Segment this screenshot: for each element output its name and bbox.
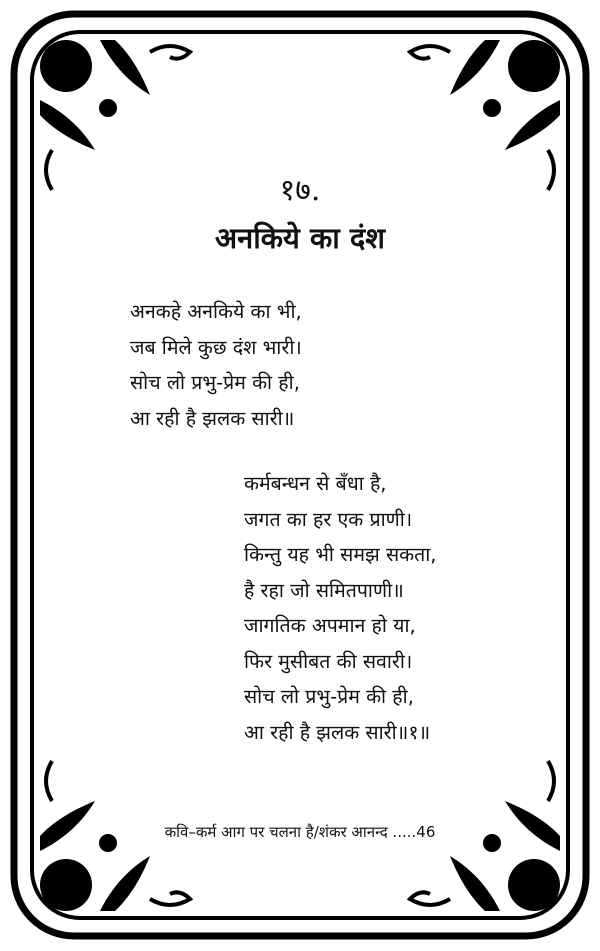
corner-ornament-bottom-right	[450, 801, 560, 911]
poem-line: किन्तु यह भी समझ सकता,	[244, 543, 437, 566]
corner-ornament-bottom-left	[40, 801, 150, 911]
stanza-2	[244, 466, 436, 750]
poem-line: जगत का हर एक प्राणी।	[244, 507, 413, 531]
corner-ornament-top-right	[450, 40, 560, 150]
poem-line: अनकहे अनकिये का भी,	[130, 300, 302, 323]
corner-ornament-top-left	[40, 40, 150, 150]
poem-line: जब मिले कुछ दंश भारी।	[130, 335, 302, 359]
poem-line: है रहा जो समितपाणी॥	[244, 578, 404, 602]
poem-line: जागतिक अपमान हो या,	[244, 614, 416, 637]
poem-line: कर्मबन्धन से बँधा है,	[244, 472, 387, 495]
poem-line: सोच लो प्रभु-प्रेम की ही,	[130, 371, 300, 394]
poem-line: आ रही है झलक सारी॥	[130, 406, 295, 430]
poem-line: फिर मुसीबत की सवारी।	[244, 649, 413, 673]
stanza-1	[130, 294, 302, 436]
poem-title: अनकिये का दंश	[215, 221, 385, 255]
page-footer: कवि–कर्म आग पर चलना है/शंकर आनन्द .....46	[164, 823, 436, 841]
poem-line: आ रही है झलक सारी॥१॥	[244, 720, 431, 744]
poem-line: सोच लो प्रभु-प्रेम की ही,	[244, 685, 414, 708]
poem-number: १७.	[279, 173, 321, 208]
